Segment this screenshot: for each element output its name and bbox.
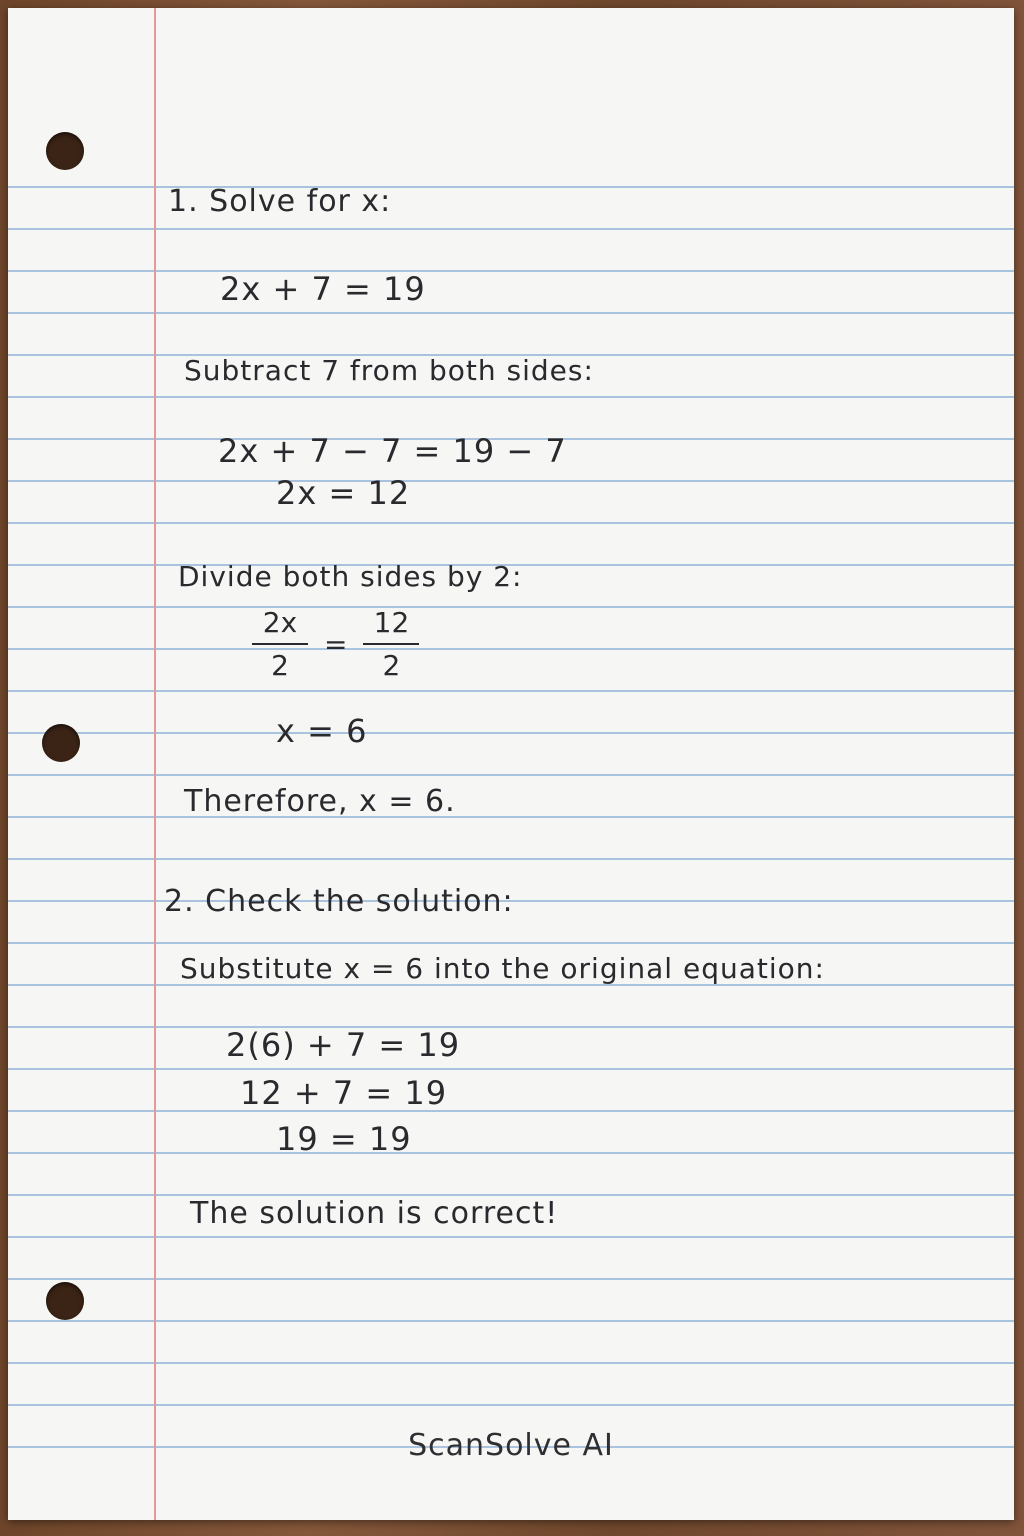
fraction-division [252, 606, 419, 682]
margin-line [154, 8, 156, 1520]
fraction-right [363, 606, 419, 682]
problem1-conclusion: Therefore, x = 6. [184, 784, 456, 819]
problem1-step1-eq1: 2x + 7 − 7 = 19 − 7 [218, 432, 567, 470]
paper-header-space [8, 8, 1014, 178]
problem2-eq3: 19 = 19 [276, 1120, 412, 1158]
punch-hole-top [46, 132, 84, 170]
problem1-step1-label: Subtract 7 from both sides: [184, 354, 594, 387]
fraction-left-denominator: 2 [271, 649, 289, 682]
fraction-left [252, 606, 308, 682]
problem2-conclusion: The solution is correct! [190, 1196, 559, 1231]
problem1-step1-eq2: 2x = 12 [276, 474, 411, 512]
problem1-step2-label: Divide both sides by 2: [178, 560, 523, 593]
fraction-right-denominator: 2 [382, 649, 401, 682]
problem1-equation: 2x + 7 = 19 [220, 270, 426, 308]
problem2-heading: 2. Check the solution: [164, 884, 514, 919]
problem1-heading: 1. Solve for x: [168, 184, 392, 219]
fraction-right-numerator: 12 [373, 606, 410, 639]
problem1-result: x = 6 [276, 712, 368, 750]
fraction-left-numerator: 2x [262, 606, 298, 639]
problem2-eq2: 12 + 7 = 19 [240, 1074, 448, 1112]
punch-hole-bottom [46, 1282, 84, 1320]
fraction-operator: = [324, 627, 348, 661]
problem2-instruction: Substitute x = 6 into the original equation: [180, 952, 825, 985]
notebook-paper [8, 8, 1014, 1520]
problem2-eq1: 2(6) + 7 = 19 [226, 1026, 461, 1064]
paper-footer-space [8, 1460, 1014, 1520]
punch-hole-middle [42, 724, 80, 762]
brand-watermark: ScanSolve AI [408, 1428, 614, 1463]
